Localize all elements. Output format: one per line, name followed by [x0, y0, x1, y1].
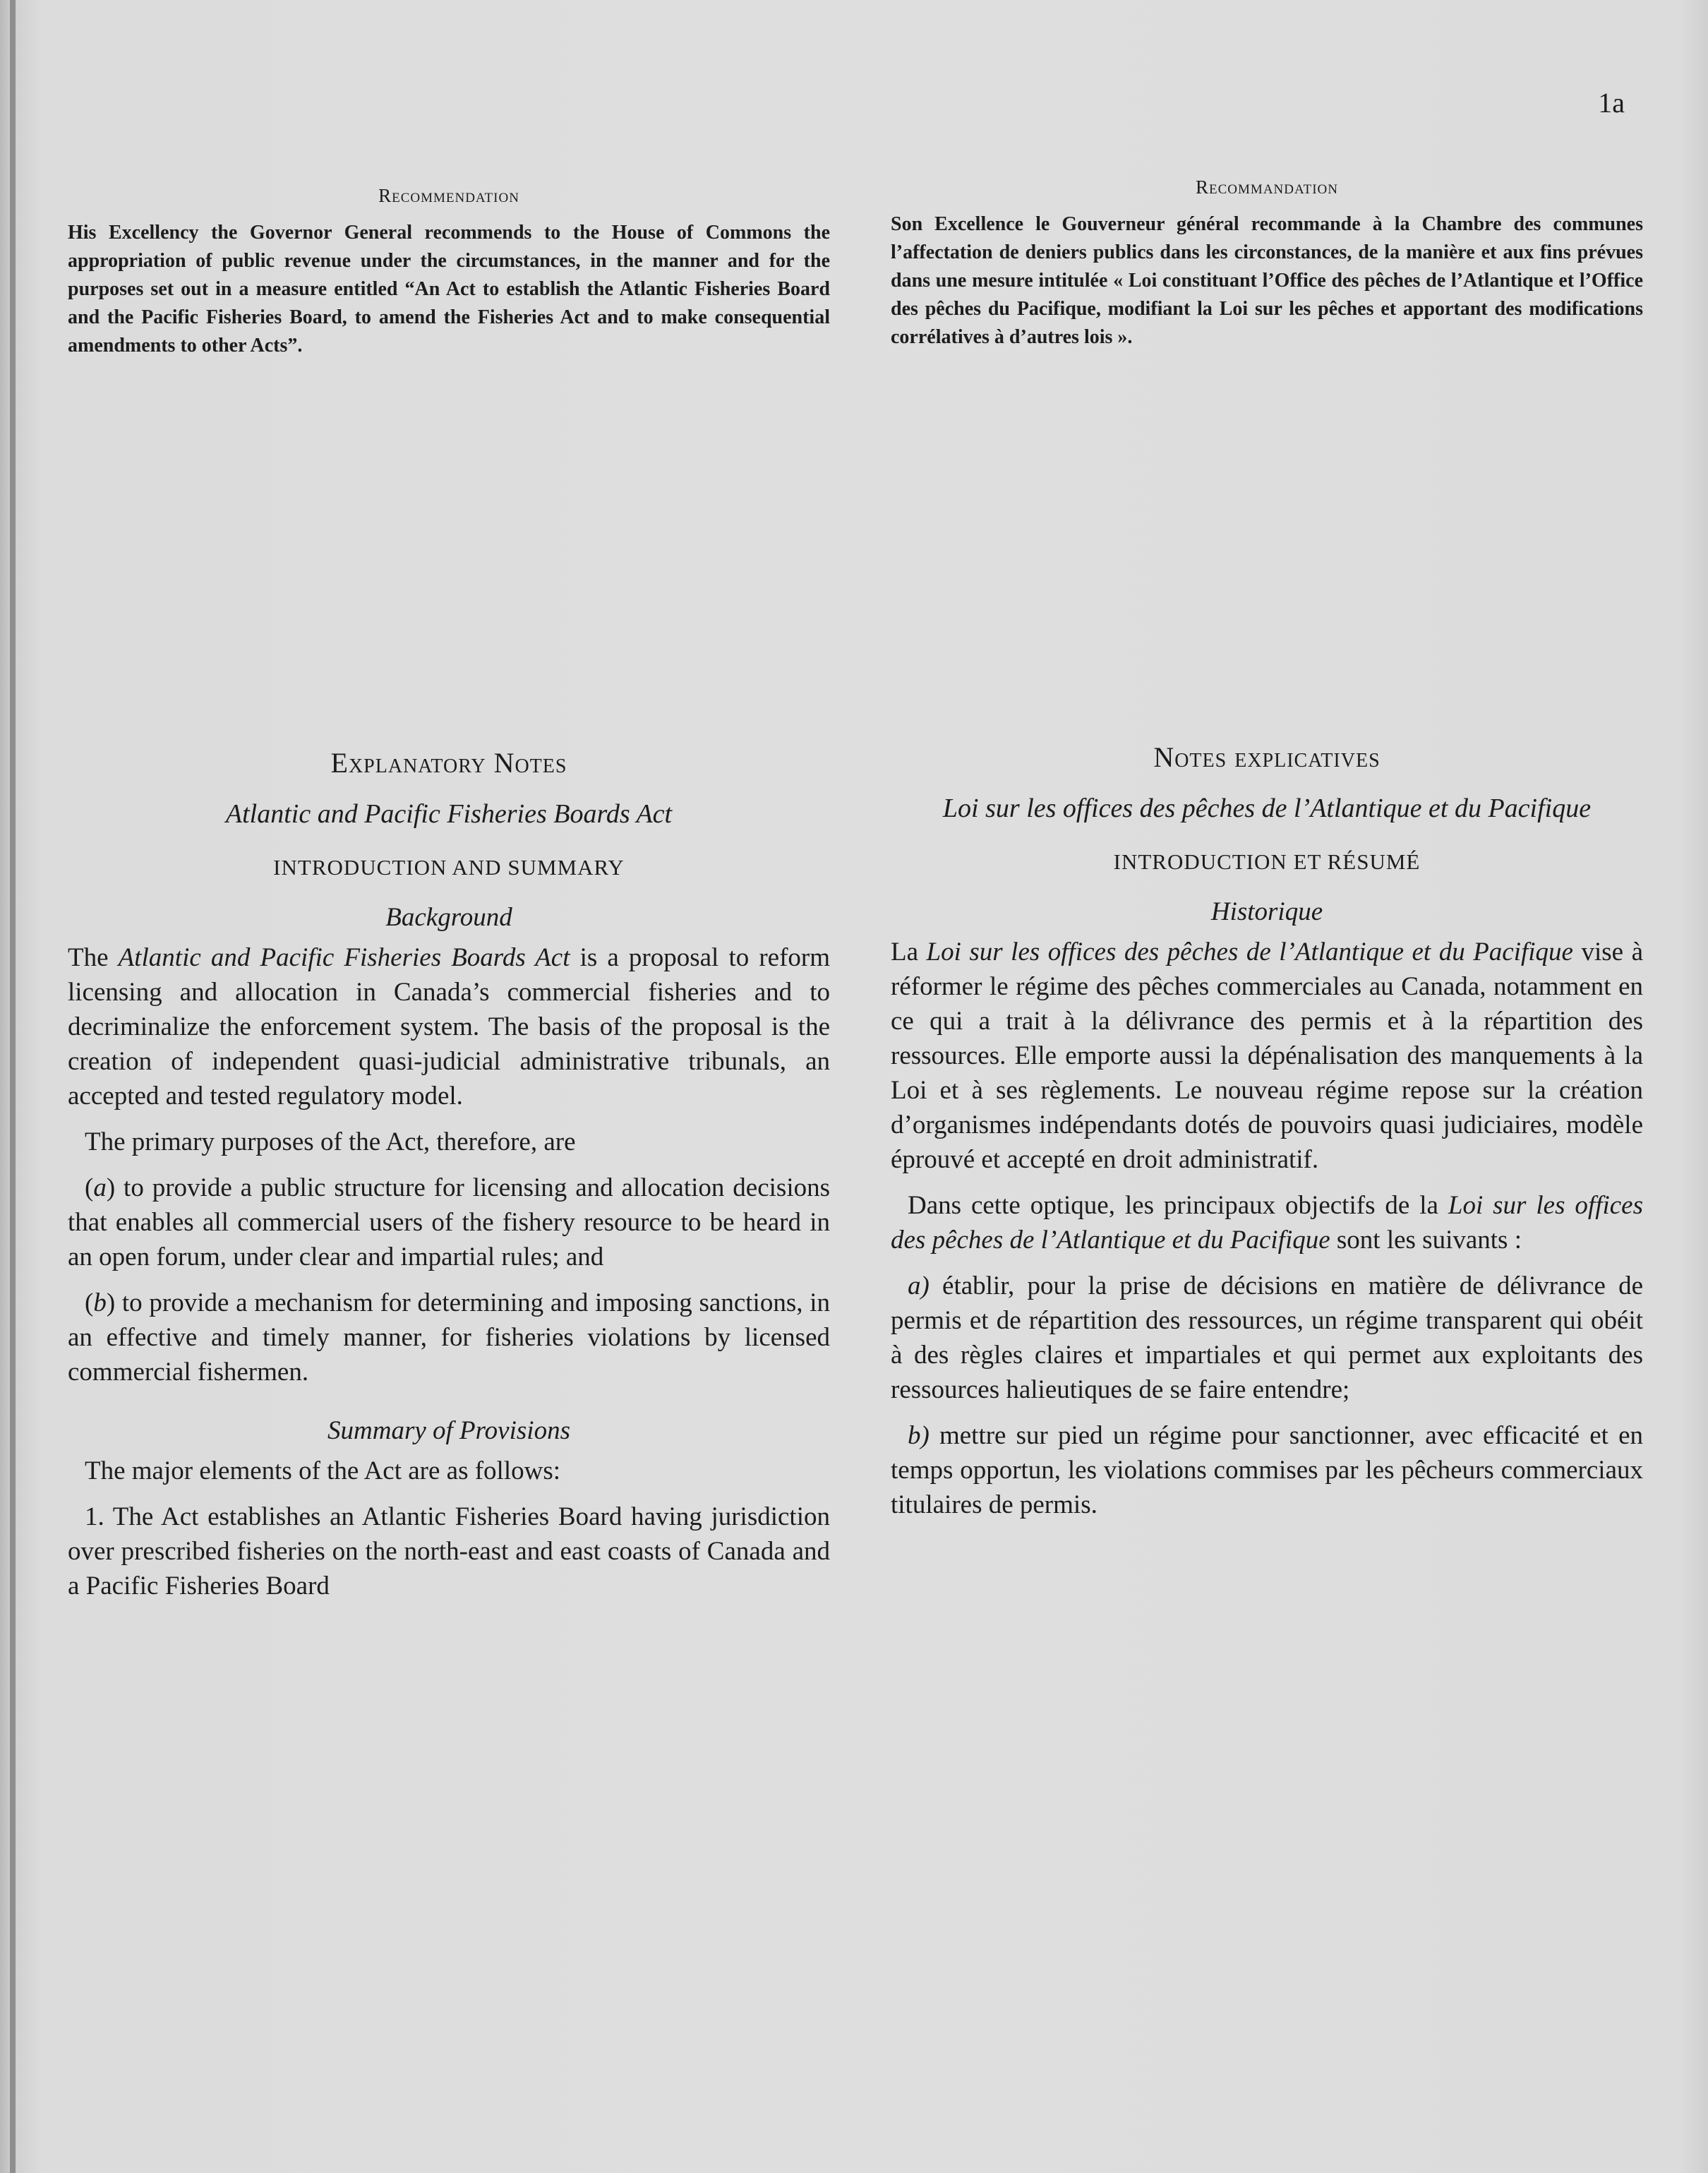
notes-heading-en: Explanatory Notes [330, 747, 567, 779]
recommendation-text-en: His Excellency the Governor General recommends to the House of Commons the appropriation of public revenue under the circumstances, in the manner and for the purposes set out in a measure entitled “An Act to establish the Atlantic Fisheries Board and the Pacific Fisheries Board, to amend the Fisheries Act and to make consequential amendments to other Acts”. [68, 222, 830, 357]
purpose-a-label-en: a [93, 1173, 107, 1202]
purpose-b-label-fr: b) [908, 1421, 930, 1450]
background-pre-fr: La [891, 938, 927, 966]
recommendation-heading-fr: Recommandation [1196, 176, 1338, 198]
act-title-en: Atlantic and Pacific Fisheries Boards Act [225, 799, 673, 829]
explanatory-notes-fr [891, 740, 1643, 1533]
purpose-a-label-fr: a) [908, 1271, 930, 1300]
background-pre-en: The [68, 943, 119, 972]
purpose-a-en: (a) to provide a public structure for licensing and allocation decisions that enables all commercial users of the fishery resource to be heard in an open forum, under clear and impartial rules; and [68, 1173, 830, 1271]
notes-heading-fr: Notes explicatives [1153, 741, 1381, 773]
intro-heading-fr: INTRODUCTION ET RÉSUMÉ [1113, 849, 1421, 874]
purposes-intro-fr [891, 1188, 1643, 1257]
element-1-en: 1. The Act establishes an Atlantic Fisheries Board having jurisdiction over prescribed fisheries on the north-east and east coasts of Canada and a Pacific Fisheries Board [68, 1502, 830, 1600]
purpose-a-text-fr: établir, pour la prise de décisions en matière de délivrance de permis et de répartition des ressources, un régime transparent qui obéit à des règles claires et impartiales et qui permet aux exploitants des ressources halieutiques de se faire entendre; [891, 1271, 1643, 1404]
purpose-b-fr [891, 1418, 1643, 1522]
purposes-act-fr: Loi sur les offices des pêches de l’Atlantique et du Pacifique [891, 1191, 1643, 1255]
purpose-b-text-en: to provide a mechanism for determining and imposing sanctions, in an effective and timely manner, for fisheries violations by licensed commercial fishermen. [68, 1288, 830, 1387]
purpose-a-fr [891, 1269, 1643, 1407]
explanatory-notes-en [68, 746, 830, 1615]
background-act-en: Atlantic and Pacific Fisheries Boards Act [118, 943, 570, 972]
purpose-b-en: (b) to provide a mechanism for determining and imposing sanctions, in an effective and timely manner, for fisheries violations by licensed commercial fishermen. [68, 1288, 830, 1387]
background-heading-en: Background [385, 903, 512, 932]
summary-heading-en: Summary of Provisions [327, 1416, 570, 1445]
recommendation-text-fr: Son Excellence le Gouverneur général recommande à la Chambre des communes l’affectation de deniers publics dans les circonstances, de la manière et aux fins prévues dans une mesure intitulée « Loi constituant l’Office des pêches de l’Atlantique et l’Office des pêches du Pacifique, modifiant la Loi sur les pêches et apportant des modifications corrélatives à d’autres lois ». [891, 213, 1643, 348]
purposes-intro-en: The primary purposes of the Act, therefore, are [85, 1127, 576, 1156]
intro-heading-en: INTRODUCTION AND SUMMARY [273, 855, 625, 880]
summary-intro-en: The major elements of the Act are as follows: [85, 1456, 561, 1485]
act-title-fr: Loi sur les offices des pêches de l’Atlantique et du Pacifique [942, 794, 1592, 823]
purpose-b-text-fr: mettre sur pied un régime pour sanctionner, avec efficacité et en temps opportun, les violations commises par les pêcheurs commerciaux titulaires de permis. [891, 1421, 1643, 1519]
recommendation-heading-en: Recommendation [378, 185, 519, 206]
page-number: 1a [1598, 87, 1625, 119]
purposes-pre-fr: Dans cette optique, les principaux objectifs de la [908, 1191, 1448, 1220]
binding-edge [10, 0, 16, 2173]
background-paragraph-fr [891, 935, 1643, 1177]
background-post-fr: vise à réformer le régime des pêches commerciales au Canada, notamment en ce qui a trait à la délivrance des permis et à la répartition des ressources. Elle emporte aussi la dépénalisation des manquements à la Loi et à ses règlements. Le nouveau régime repose sur la création d’organismes indépendants dotés de pouvoirs quasi judiciaires, modèle éprouvé et accepté en droit administratif. [891, 938, 1644, 1174]
purpose-b-label-en: b [93, 1288, 107, 1317]
background-paragraph-en [68, 940, 830, 1113]
purpose-a-text-en: to provide a public structure for licensing and allocation decisions that enables all commercial users of the fishery resource to be heard in an open forum, under clear and impartial rules; and [68, 1173, 830, 1271]
background-heading-fr: Historique [1210, 897, 1323, 926]
purposes-post-fr: sont les suivants : [1330, 1226, 1522, 1255]
background-act-fr: Loi sur les offices des pêches de l’Atlantique et du Pacifique [926, 938, 1573, 966]
background-post-en: is a proposal to reform licensing and allocation in Canada’s commercial fisheries and to decriminalize the enforcement system. The basis of the proposal is the creation of independent quasi-judicial administrative tribunals, an accepted and tested regulatory model. [68, 943, 830, 1111]
